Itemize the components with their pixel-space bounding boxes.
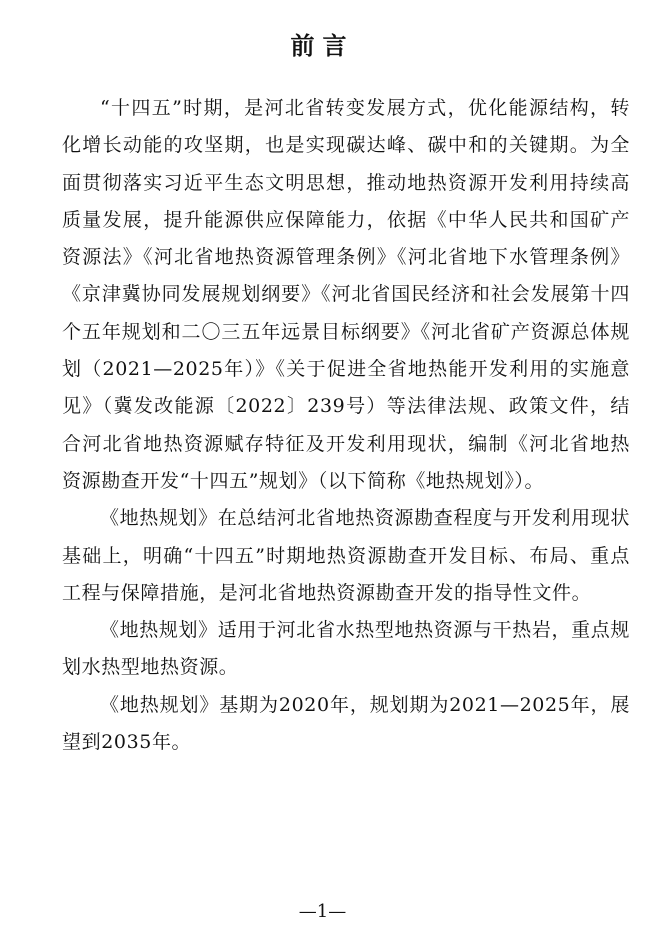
paragraph-period: 《地热规划》基期为2020年，规划期为2021—2025年，展望到2035年。 xyxy=(62,693,630,754)
paragraph-summary: 《地热规划》在总结河北省地热资源勘查程度与开发利用现状基础上，明确“十四五”时期地热资源勘查开发目标、布局、重点工程与保障措施，是河北省地热资源勘查开发的指导性文件。 xyxy=(62,507,630,604)
page-number: —1— xyxy=(298,901,347,922)
paragraph-intro: “十四五”时期，是河北省转变发展方式，优化能源结构，转化增长动能的攻坚期，也是实现碳达峰、碳中和的关键期。为全面贯彻落实习近平生态文明思想，推动地热资源开发利用持续高质量发展，提升能源供应保障能力，依据《中华人民共和国矿产资源法》《河北省地热资源管理条例》《河北省地下水管理条例》《京津冀协同发展规划纲要》《河北省国民经济和社会发展第十四个五年规划和二〇三五年远景目标纲要》《河北省矿产资源总体规划（2021—2025年）》《关于促进全省地热能开发利用的实施意见》（冀发改能源〔2022〕239号）等法律法规、政策文件，结合河北省地热资源赋存特征及开发利用现状，编制《河北省地热资源勘查开发“十四五”规划》（以下简称《地热规划》）。 xyxy=(62,97,630,492)
page-title: 前言 xyxy=(290,32,355,60)
paragraph-scope: 《地热规划》适用于河北省水热型地热资源与干热岩，重点规划水热型地热资源。 xyxy=(62,619,630,679)
body-text xyxy=(62,90,630,761)
